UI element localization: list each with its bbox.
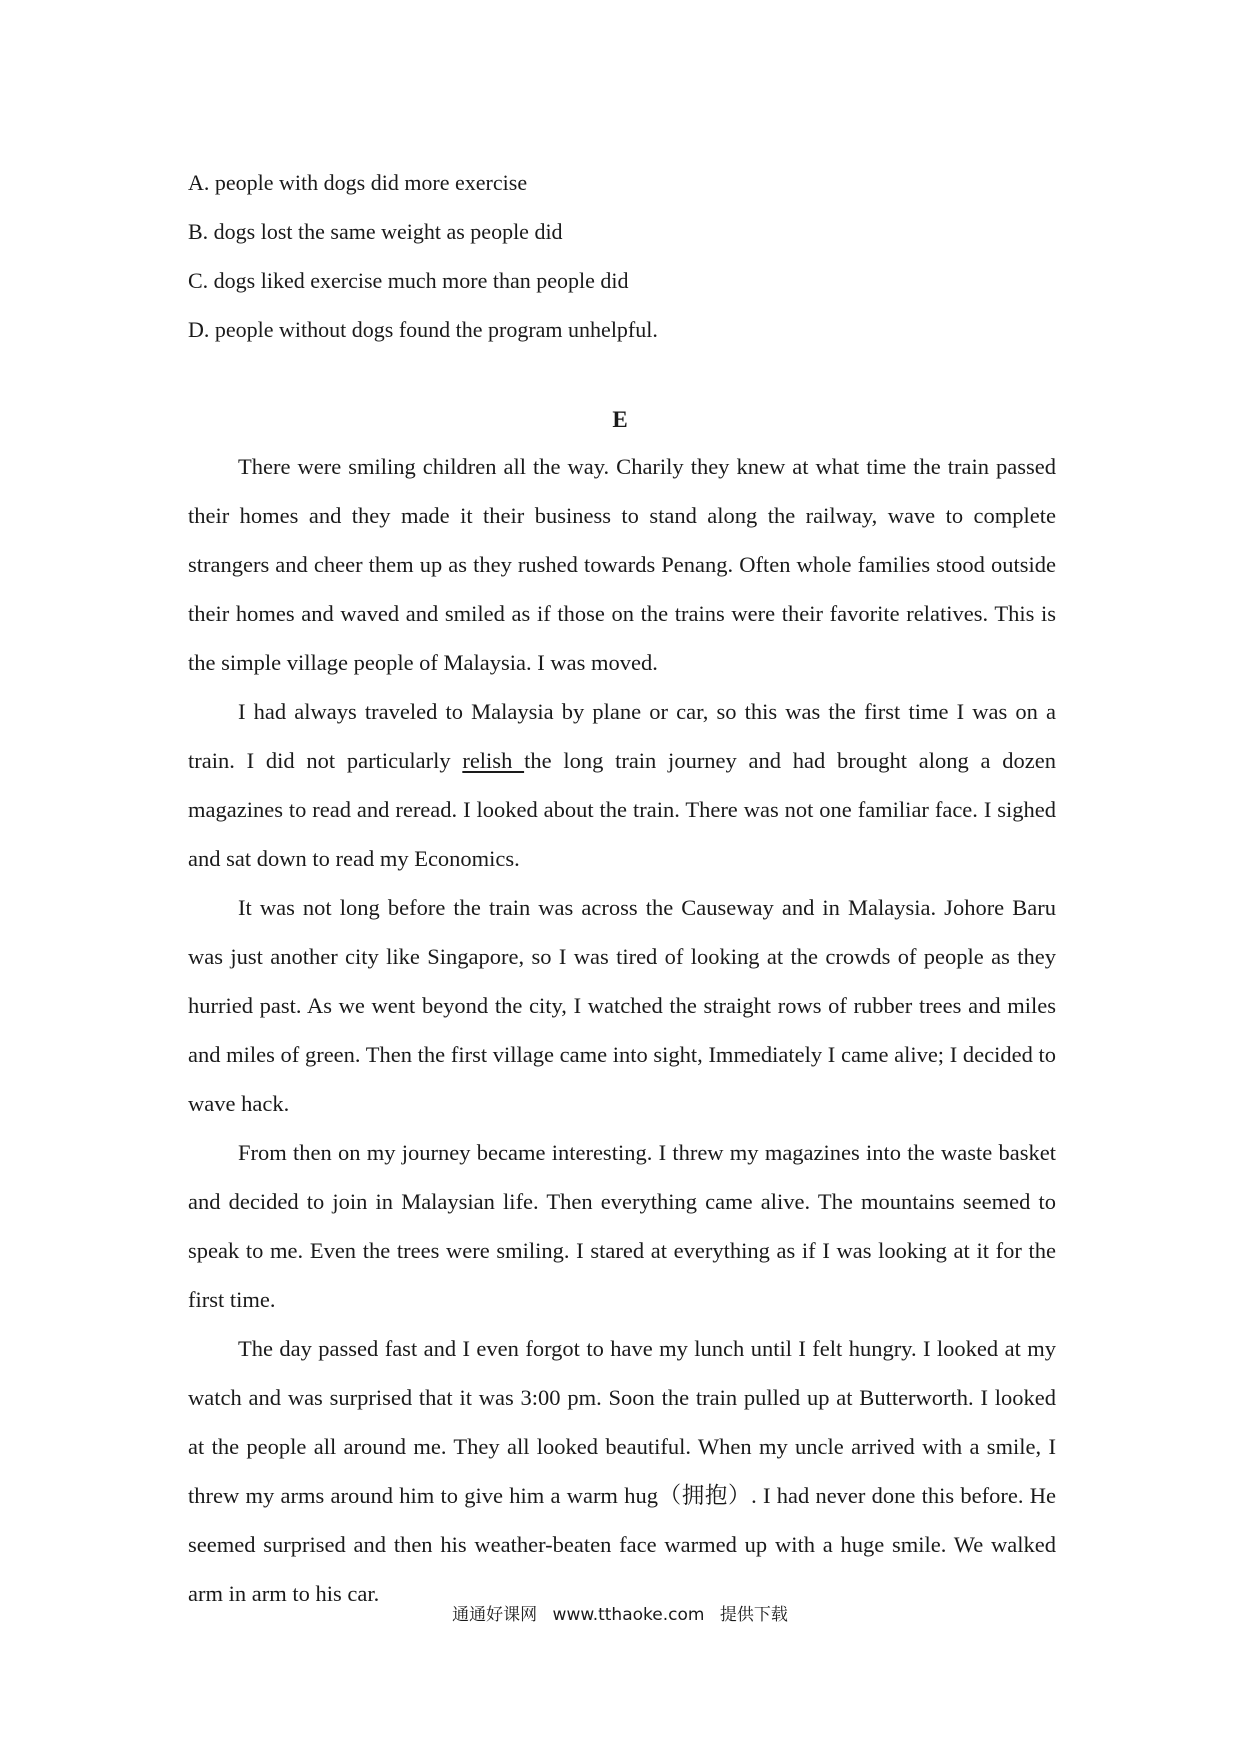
option-d: D. people without dogs found the program unhelpful. [188, 317, 658, 342]
paragraph-1: There were smiling children all the way. Charily they knew at what time the train passed their homes and they made it their business to stand along the railway, wave to complete strangers and cheer them up as they rushed towards Penang. Often whole families stood outside their homes and waved and smiled as if those on the trains were their favorite relatives. This is the simple village people of Malaysia. I was moved. [188, 454, 1056, 675]
paragraph-2 [188, 687, 1056, 883]
paragraph-3: It was not long before the train was across the Causeway and in Malaysia. Johore Baru was just another city like Singapore, so I was tired of looking at the crowds of people as they hurried past. As we went beyond the city, I watched the straight rows of rubber trees and miles and miles of green. Then the first village came into sight, Immediately I came alive; I decided to wave hack. [188, 895, 1056, 1116]
footer-site-name: 通通好课网 [452, 1605, 538, 1625]
section-heading: E [612, 407, 628, 432]
paragraph-4: From then on my journey became interesting. I threw my magazines into the waste basket and decided to join in Malaysian life. Then everything came alive. The mountains seemed to speak to me. Even the trees were smiling. I stared at everything as if I was looking at it for the first time. [188, 1140, 1056, 1312]
reading-passage [188, 442, 1056, 1618]
footer-url: www.tthaoke.com [552, 1605, 705, 1625]
option-b: B. dogs lost the same weight as people did [188, 219, 563, 244]
paragraph-5: The day passed fast and I even forgot to have my lunch until I felt hungry. I looked at my watch and was surprised that it was 3:00 pm. Soon the train pulled up at Butterworth. I looked at the people all around me. They all looked beautiful. When my uncle arrived with a smile, I threw my arms around him to give him a warm hug（拥抱）. I had never done this before. He seemed surprised and then his weather-beaten face warmed up with a huge smile. We walked arm in arm to his car. [188, 1336, 1056, 1606]
answer-options [188, 158, 1068, 354]
option-a: A. people with dogs did more exercise [188, 170, 528, 195]
page-footer [0, 1602, 1240, 1628]
paragraph-2-text-start: I had always traveled to Malaysia by plane or car, so this was the first time I was on a train. I did not particularly [188, 699, 1056, 773]
underlined-word-relish: relish [462, 748, 525, 773]
option-c: C. dogs liked exercise much more than people did [188, 268, 629, 293]
paragraph-2-text-end: the long train journey and had brought along a dozen magazines to read and reread. I looked about the train. There was not one familiar face. I sighed and sat down to read my Economics. [188, 748, 1056, 871]
footer-suffix: 提供下载 [719, 1605, 788, 1625]
